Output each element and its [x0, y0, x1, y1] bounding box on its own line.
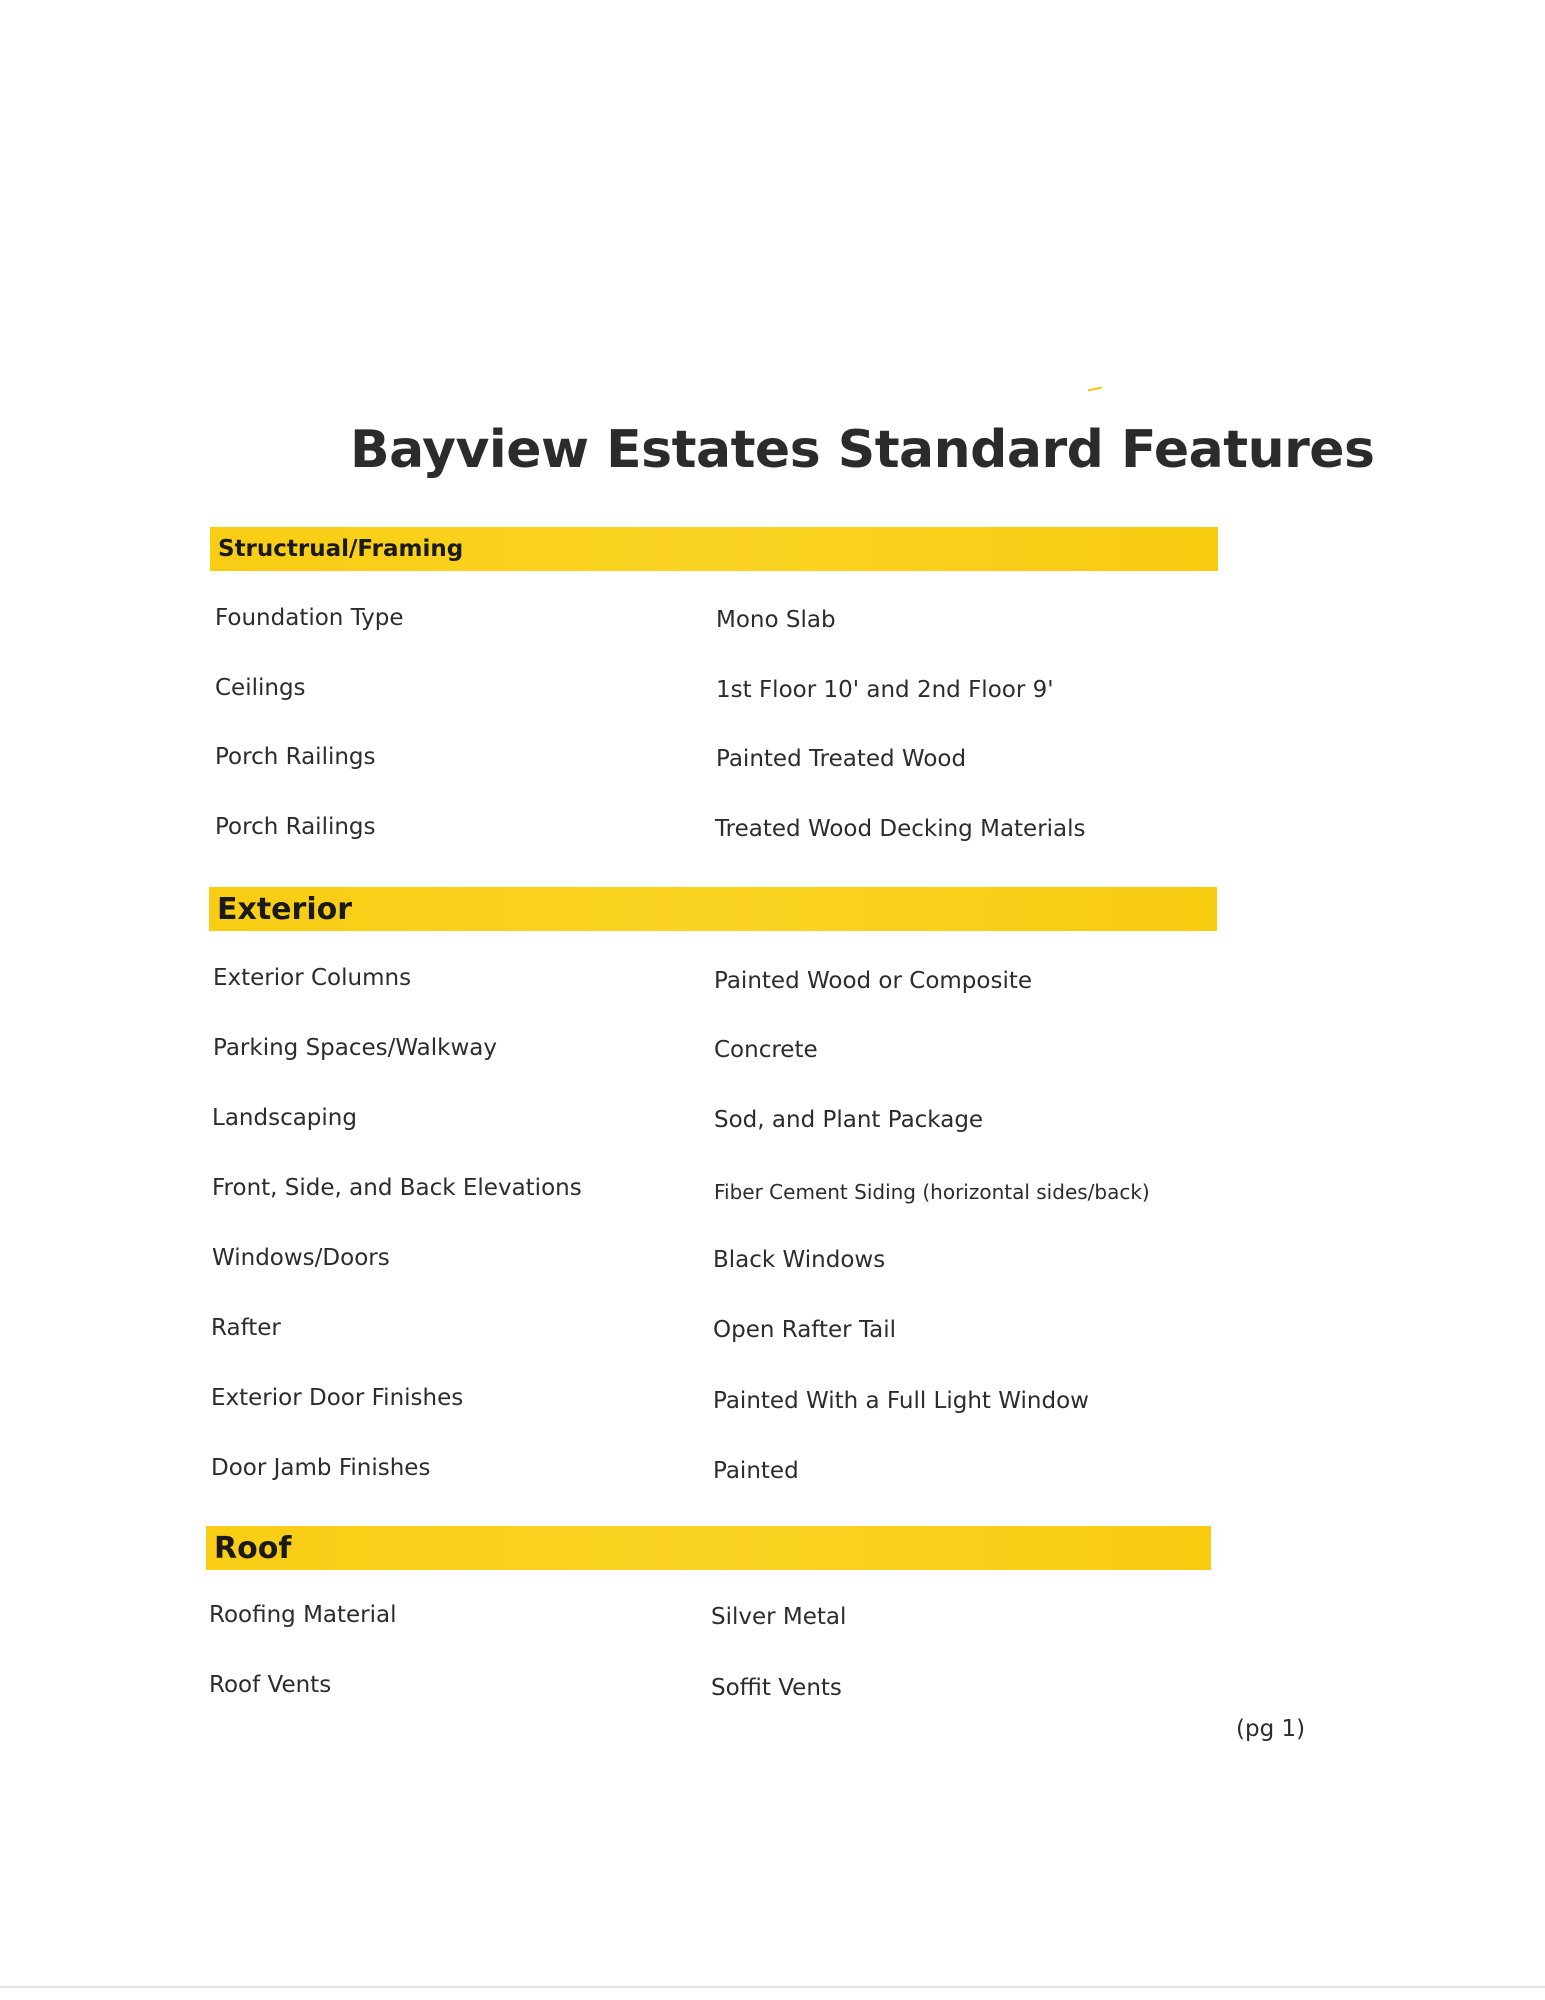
feature-label: Windows/Doors: [212, 1245, 390, 1271]
feature-value: Soffit Vents: [711, 1675, 842, 1701]
feature-row: [0, 1175, 1545, 1215]
feature-label: Door Jamb Finishes: [211, 1455, 431, 1481]
feature-value: Sod, and Plant Package: [714, 1107, 984, 1133]
feature-label: Ceilings: [215, 675, 306, 701]
feature-value: Fiber Cement Siding (horizontal sides/back): [714, 1180, 1150, 1204]
feature-row: [0, 1455, 1545, 1495]
scan-speck: [1088, 387, 1102, 392]
feature-label: Landscaping: [212, 1105, 357, 1131]
section-heading-roof: Roof: [206, 1526, 1211, 1570]
feature-label: Exterior Columns: [213, 965, 412, 991]
feature-row: [0, 1315, 1545, 1355]
feature-row: [0, 965, 1545, 1005]
feature-label: Roof Vents: [209, 1672, 332, 1698]
section-heading-structural: Structrual/Framing: [210, 527, 1218, 571]
feature-value: Open Rafter Tail: [713, 1317, 897, 1343]
feature-row: [0, 1035, 1545, 1075]
feature-value: Painted Wood or Composite: [714, 968, 1033, 994]
feature-value: Silver Metal: [711, 1604, 847, 1630]
feature-value: 1st Floor 10' and 2nd Floor 9': [716, 677, 1054, 703]
feature-row: [0, 1672, 1545, 1712]
feature-label: Rafter: [211, 1315, 281, 1341]
feature-row: [0, 1245, 1545, 1285]
scan-bottom-edge: [0, 1986, 1545, 1988]
feature-row: [0, 1602, 1545, 1642]
feature-value: Treated Wood Decking Materials: [715, 816, 1086, 842]
feature-value: Painted Treated Wood: [716, 746, 967, 772]
feature-row: [0, 1385, 1545, 1425]
page-title: Bayview Estates Standard Features: [350, 420, 1375, 480]
feature-label: Foundation Type: [215, 605, 404, 631]
feature-value: Black Windows: [713, 1247, 886, 1273]
section-heading-exterior: Exterior: [209, 887, 1217, 931]
page-number: (pg 1): [1236, 1716, 1306, 1742]
feature-row: [0, 814, 1545, 854]
feature-row: [0, 675, 1545, 715]
feature-label: Exterior Door Finishes: [211, 1385, 464, 1411]
feature-value: Concrete: [714, 1037, 818, 1063]
feature-label: Porch Railings: [215, 814, 376, 840]
feature-value: Mono Slab: [716, 607, 836, 633]
feature-label: Front, Side, and Back Elevations: [212, 1175, 582, 1201]
feature-row: [0, 605, 1545, 645]
feature-label: Parking Spaces/Walkway: [213, 1035, 497, 1061]
feature-label: Porch Railings: [215, 744, 376, 770]
feature-row: [0, 1105, 1545, 1145]
feature-row: [0, 744, 1545, 784]
feature-label: Roofing Material: [209, 1602, 397, 1628]
feature-value: Painted: [713, 1458, 799, 1484]
feature-value: Painted With a Full Light Window: [713, 1388, 1089, 1414]
